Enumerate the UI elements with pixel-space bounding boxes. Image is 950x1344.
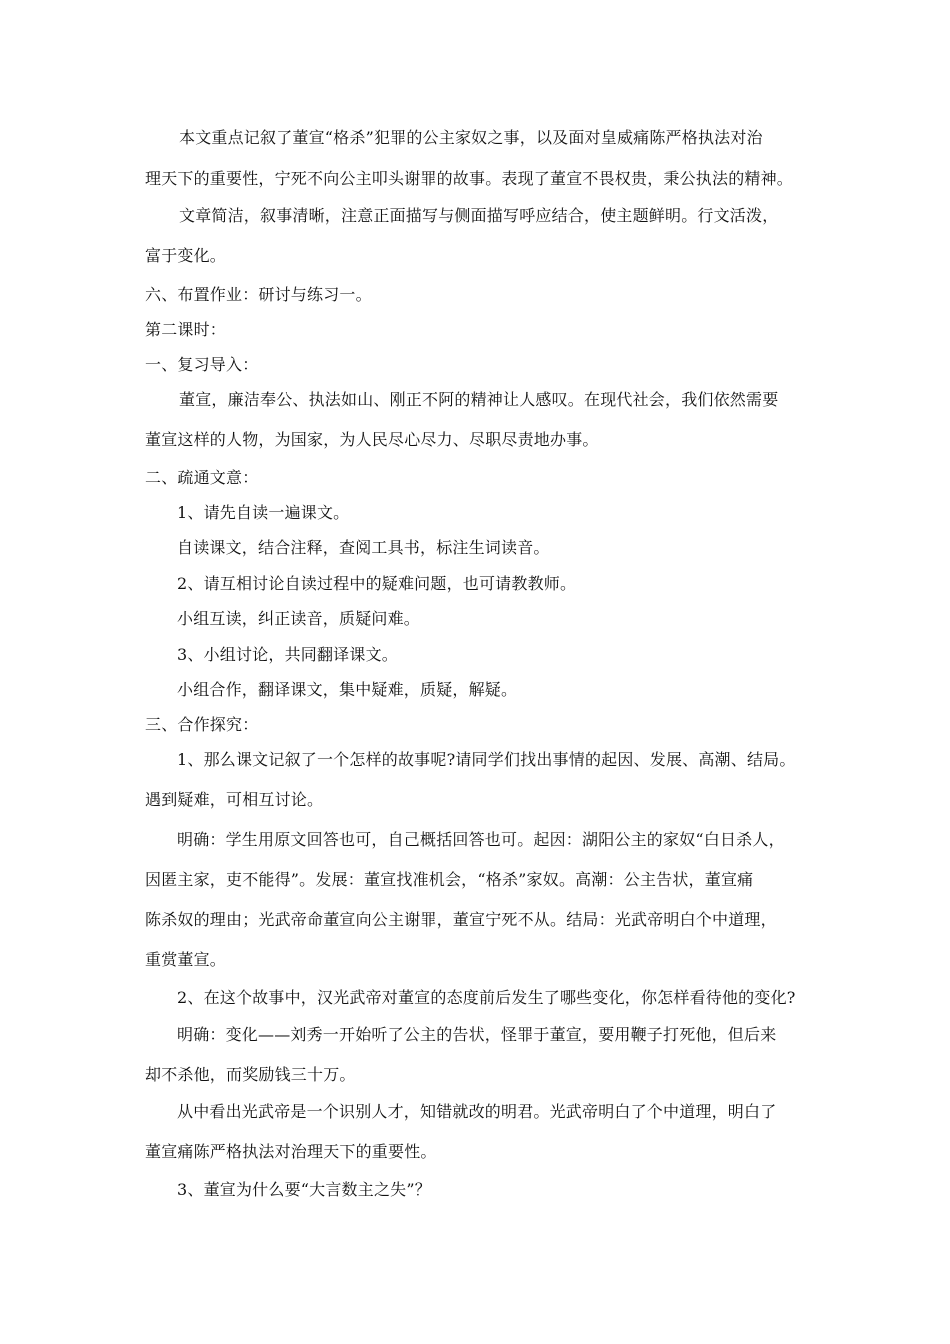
paragraph-line: 却不杀他，而奖励钱三十万。	[145, 1065, 356, 1084]
paragraph-line: 文章简洁，叙事清晰，注意正面描写与侧面描写呼应结合，使主题鲜明。行文活泼，	[179, 206, 779, 225]
paragraph-line: 理天下的重要性，宁死不向公主叩头谢罪的故事。表现了董宣不畏权贵，秉公执法的精神。	[145, 169, 794, 188]
paragraph-line: 明确：变化——刘秀一开始听了公主的告状，怪罪于董宣，要用鞭子打死他，但后来	[177, 1025, 777, 1044]
paragraph-line: 从中看出光武帝是一个识别人才，知错就改的明君。光武帝明白了个中道理，明白了	[177, 1102, 777, 1121]
paragraph-line: 董宣痛陈严格执法对治理天下的重要性。	[145, 1142, 437, 1161]
section-heading: 二、疏通文意：	[145, 468, 259, 487]
section-heading: 六、布置作业：研讨与练习一。	[145, 285, 372, 304]
paragraph-line: 董宣，廉洁奉公、执法如山、刚正不阿的精神让人感叹。在现代社会，我们依然需要	[179, 390, 779, 409]
list-item: 1、请先自读一遍课文。	[177, 503, 350, 522]
paragraph-line: 重赏董宣。	[145, 950, 227, 969]
paragraph-line: 富于变化。	[145, 246, 227, 265]
section-heading: 第二课时：	[145, 320, 227, 339]
list-item: 3、董宣为什么要“大言数主之失”？	[177, 1180, 431, 1199]
list-item: 3、小组讨论，共同翻译课文。	[177, 645, 398, 664]
list-item: 1、那么课文记叙了一个怎样的故事呢?请同学们找出事情的起因、发展、高潮、结局。	[177, 750, 796, 769]
paragraph-line: 明确：学生用原文回答也可，自己概括回答也可。起因：湖阳公主的家奴“白日杀人，	[177, 830, 785, 849]
paragraph-line: 自读课文，结合注释，查阅工具书，标注生词读音。	[177, 538, 550, 557]
section-heading: 一、复习导入：	[145, 355, 259, 374]
paragraph-line: 小组互读，纠正读音，质疑问难。	[177, 609, 421, 628]
section-heading: 三、合作探究：	[145, 715, 259, 734]
paragraph-line: 小组合作，翻译课文，集中疑难，质疑，解疑。	[177, 680, 518, 699]
list-item: 2、请互相讨论自读过程中的疑难问题，也可请教教师。	[177, 574, 577, 593]
paragraph-line: 本文重点记叙了董宣“格杀”犯罪的公主家奴之事，以及面对皇威痛陈严格执法对治	[179, 128, 763, 147]
list-item: 2、在这个故事中，汉光武帝对董宣的态度前后发生了哪些变化，你怎样看待他的变化?	[177, 988, 796, 1007]
paragraph-line: 因匿主家，吏不能得”。发展：董宣找准机会，“格杀”家奴。高潮：公主告状，董宣痛	[145, 870, 754, 889]
paragraph-line: 董宣这样的人物，为国家，为人民尽心尽力、尽职尽责地办事。	[145, 430, 599, 449]
paragraph-line: 陈杀奴的理由；光武帝命董宣向公主谢罪，董宣宁死不从。结局：光武帝明白个中道理，	[145, 910, 777, 929]
paragraph-line: 遇到疑难，可相互讨论。	[145, 790, 324, 809]
